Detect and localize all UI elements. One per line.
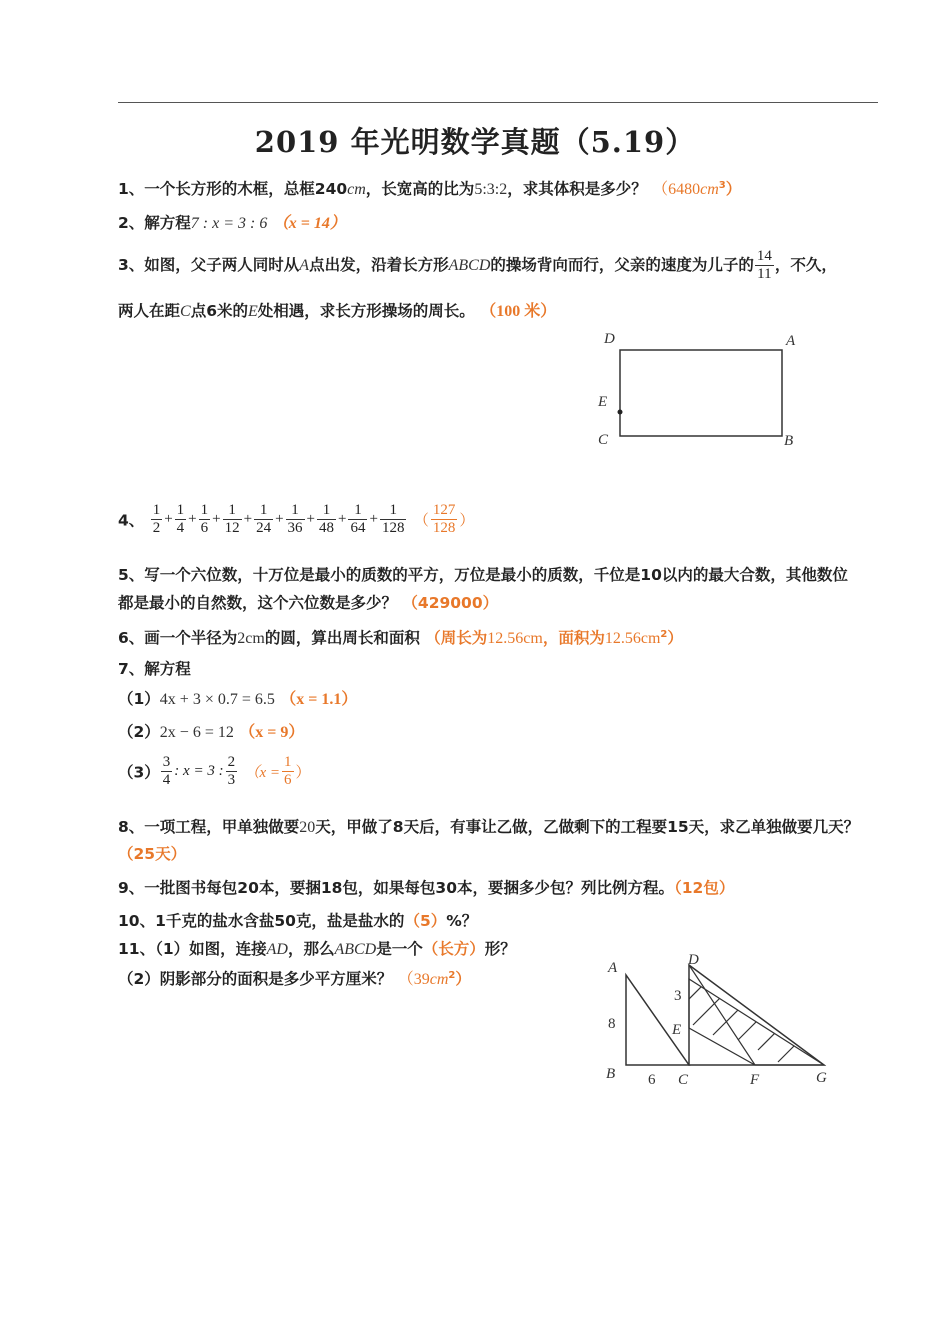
q6-text-a: 6、画一个半径为 [118,629,238,647]
q7-title: 7、解方程 [118,660,191,678]
plus-sign: + [188,511,197,527]
q11-segment: AD [266,941,288,958]
q4-term-num: 1 [389,502,397,518]
question-7-part-1 [118,686,357,709]
q3-text-a: 3、如图，父子两人同时从 [118,256,300,274]
q4-term-num: 1 [152,502,161,518]
q7-p3-answer-num: 1 [284,754,292,770]
question-2 [118,210,346,233]
q3-rect: ABCD [448,257,491,274]
q1-text: 1、一个长方形的木框，总框240 [118,180,348,198]
label-c: C [678,1072,689,1088]
q4-answer-den: 128 [432,520,456,536]
q4-term-fraction [223,502,242,537]
q7-p3-answer-close: ） [295,765,311,781]
q4-term-num: 1 [354,502,362,518]
q2-text: 2、解方程 [118,214,191,232]
question-11 [118,937,516,959]
plus-sign: + [338,511,347,527]
q1-answer-num: （6480 [652,181,701,198]
label-c: C [598,432,609,448]
q4-answer-close: ） [459,513,475,529]
plus-sign: + [369,511,378,527]
q7-p3-label: （3） [118,763,160,782]
plus-sign: + [306,511,316,527]
q7-p3-middle: : x = 3 : [174,763,224,779]
question-6 [118,626,683,648]
q7-p3-f1-den: 4 [162,772,171,788]
q11-line1-d: 形？ [484,940,516,958]
q8-days: 20 [299,819,316,836]
q10-text-a: 10、1千克的盐水含盐50克，盐是盐水的 [118,912,405,930]
q4-term-fraction [348,502,367,537]
question-3-line-2 [118,298,556,321]
triangle-dcg [689,965,824,1065]
question-1 [118,176,741,199]
label-e: E [672,1022,682,1038]
q4-term-num: 1 [291,502,299,518]
q4-term-den: 2 [152,520,161,536]
q8-text-b: 天，甲做了8天后，有事让乙做，乙做剩下的工程要15天，求乙单独做要几天？ [315,818,860,836]
q7-p3-answer [243,754,311,788]
figure-rectangle-abcd [590,325,810,455]
q4-term-fraction [380,502,407,537]
label-6: 6 [648,1072,656,1088]
q4-term-fraction [317,502,336,537]
q9-text: 9、一批图书每包20本，要捆18包，如果每包30本，要捆多少包？列比例方程。 [118,879,674,897]
question-11-part-2 [118,966,471,989]
q3-frac-den: 11 [757,266,772,282]
label-e: E [598,394,608,410]
q6-radius: 2cm [237,630,265,647]
q7-p1-answer: （x = 1.1） [280,691,358,708]
q3-point-a: A [299,257,310,274]
q5-line2: 都是最小的自然数，这个六位数是多少？ [118,594,398,612]
q11-answer-1: （长方） [422,940,485,958]
question-9 [118,876,734,898]
question-7 [118,657,191,679]
q1-text-c: ，求其体积是多少？ [507,180,647,198]
q7-p3-f2-den: 3 [227,772,236,788]
question-10 [118,909,477,931]
q4-answer [413,502,476,536]
q4-term-num: 1 [228,502,236,518]
label-b: B [784,433,794,449]
q1-answer-sup: 3 [718,179,726,191]
q4-term-num: 1 [200,502,209,518]
figure-triangles [598,950,838,1090]
q11-line1-a: 11、（1）如图，连接 [118,940,267,958]
q7-p1-label: （1） [118,690,160,708]
q3-text-b: 点出发，沿着长方形 [309,256,449,274]
q7-p3-fraction-1 [161,754,173,789]
q2-equation: 7 : x = 3 : 6 [190,215,268,232]
label-f: F [750,1072,760,1088]
question-5-line-2 [118,591,498,613]
question-3 [118,248,837,283]
question-7-part-3 [118,754,312,789]
point-e-dot [618,410,623,415]
q6-text-b: 的圆，算出周长和面积 [264,629,420,647]
q6-answer-a: （周长为 [425,629,488,647]
q7-p3-answer-open: （x = [244,765,281,781]
q5-line1: 5、写一个六位数，十万位是最小的质数的平方，万位是最小的质数，千位是10以内的最大合数，其他数位 [118,566,848,584]
q7-p2-answer: （x = 9） [239,724,305,741]
q6-answer-perimeter: 12.56cm [487,630,543,647]
q3-fraction [755,248,774,283]
q11-answer2-close: ） [455,970,471,988]
q9-answer: （12包） [674,879,735,897]
question-8 [118,815,859,837]
label-a: A [786,333,796,349]
q11-line2: （2）阴影部分的面积是多少平方厘米？ [118,970,393,988]
q11-answer2-unit: cm [429,971,449,988]
q4-answer-open: （ [413,513,429,529]
q4-term-num: 1 [259,502,268,518]
q1-ratio: 5:3:2 [474,181,508,198]
q3-line2-c: 处相遇，求长方形操场的周长。 [257,302,475,320]
q6-answer-area: 12.56cm [604,630,661,647]
q4-term-fraction [254,502,273,537]
q7-p1-equation: 4x + 3 × 0.7 = 6.5 [159,691,275,708]
q10-text-b: %？ [446,912,478,930]
q7-p3-f2-num: 2 [227,754,236,770]
q4-term-fraction [286,502,305,537]
plus-sign: + [275,511,284,527]
q6-answer-close: ） [667,629,683,647]
question-8-answer-line [118,842,186,864]
q11-answer-2 [398,970,471,988]
question-7-part-2 [118,719,304,742]
q1-answer-close: ） [725,180,742,198]
q6-answer-sup: 2 [660,628,668,640]
q3-point-c: C [180,303,191,320]
page-title: 2019 年光明数学真题（5.19） [254,125,696,159]
label-g: G [816,1070,827,1086]
q4-term-den: 12 [224,520,240,536]
question-4 [118,502,475,537]
label-3: 3 [674,988,682,1004]
q7-p2-equation: 2x − 6 = 12 [159,724,234,741]
q11-quad: ABCD [334,941,377,958]
top-rule [118,102,878,103]
q11-answer2-num: （39 [397,971,430,988]
q4-answer-num: 127 [432,502,456,518]
q8-answer: （25天） [118,845,187,863]
q4-term-fraction [199,502,211,537]
q4-sum [150,502,408,536]
q4-term-fraction [175,502,187,537]
label-b: B [606,1066,616,1082]
q7-p2-label: （2） [118,723,160,741]
q11-answer2-sup: 2 [448,969,456,981]
q3-answer: （100 米） [480,303,557,320]
q8-text-a: 8、一项工程，甲单独做要 [118,818,300,836]
q3-text-c: 的操场背向而行，父亲的速度为儿子的 [490,256,754,274]
q11-line1-b: ，那么 [287,940,335,958]
q5-answer: （429000） [402,594,499,612]
label-d: D [688,952,699,968]
label-a: A [608,960,618,976]
q4-term-den: 6 [200,520,209,536]
rectangle-abcd [620,350,782,436]
q4-term-den: 64 [350,520,366,536]
q3-point-e: E [247,303,258,320]
q3-text-d: ，不久， [774,256,837,274]
q4-term-num: 1 [176,502,185,518]
plus-sign: + [212,511,221,527]
shaded-outline [689,979,824,1065]
q6-answer [425,629,683,647]
q4-term-den: 36 [287,520,303,536]
q1-answer [652,180,741,198]
label-d: D [604,331,615,347]
q4-term-fraction [151,502,163,537]
q1-text-b: ，长宽高的比为 [365,180,475,198]
q1-answer-unit: cm [700,181,719,198]
q4-number: 4、 [118,511,145,530]
q7-p3-f1-num: 3 [162,754,171,770]
q2-answer: （x = 14） [272,215,346,232]
q7-p3-fraction-2 [226,754,238,789]
label-8: 8 [608,1016,616,1032]
q4-term-den: 48 [319,520,335,536]
q4-term-den: 128 [381,520,405,536]
q4-term-den: 24 [256,520,272,536]
q4-term-den: 4 [176,520,185,536]
q3-frac-num: 14 [756,248,772,264]
q7-p3-answer-den: 6 [284,772,292,788]
q11-line1-c: 是一个 [376,940,423,958]
plus-sign: + [243,511,253,527]
q1-unit: cm [347,181,366,198]
q4-answer-fraction [431,502,458,537]
shaded-region [678,970,828,1062]
q7-p3-answer-fraction [282,754,294,789]
q3-line2-a: 两人在距 [118,302,181,320]
q10-answer: （5） [404,912,447,930]
q3-line2-b: 点6米的 [190,302,248,320]
plus-sign: + [164,511,173,527]
question-5 [118,563,848,585]
q4-term-num: 1 [322,502,331,518]
q6-answer-b: ，面积为 [542,629,605,647]
